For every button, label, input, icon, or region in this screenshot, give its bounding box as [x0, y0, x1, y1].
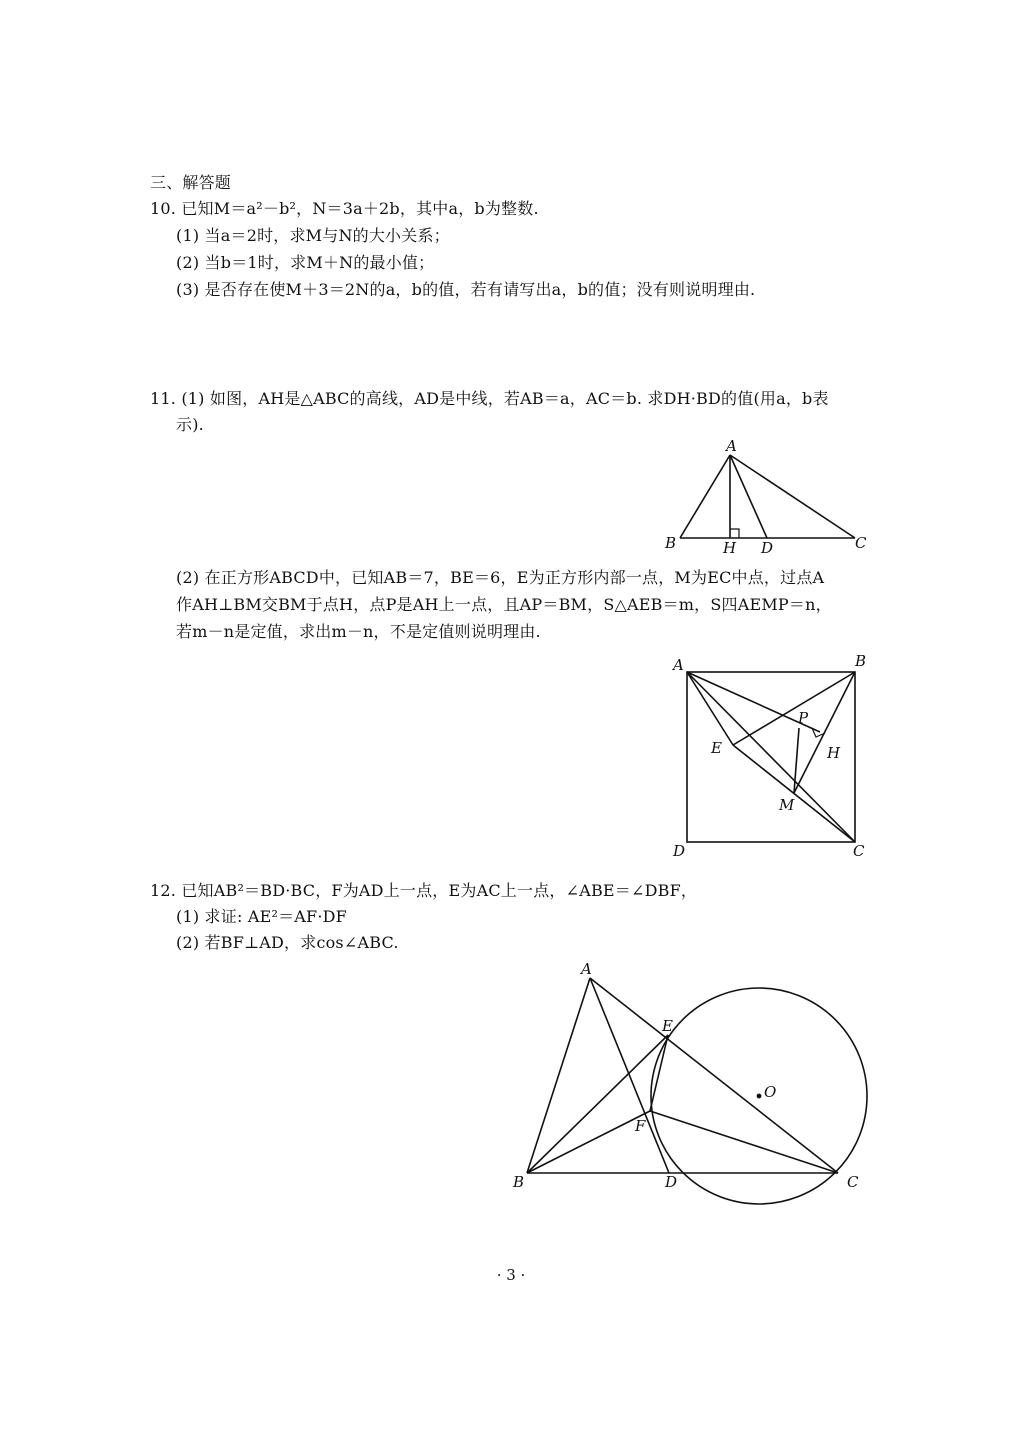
segment-ad	[590, 978, 669, 1173]
q10-part2: (2) 当b＝1时，求M＋N的最小值；	[176, 253, 435, 272]
q12-part1: (1) 求证: AE²＝AF·DF	[176, 907, 347, 926]
figure-triangle-abc	[660, 437, 880, 560]
segment-fc	[650, 1111, 838, 1173]
q11-part1-line2: 示).	[176, 415, 204, 434]
q10-part1: (1) 当a＝2时，求M与N的大小关系；	[176, 226, 450, 245]
label-e: E	[662, 1017, 673, 1035]
q12-stem: 12. 已知AB²＝BD·BC，F为AD上一点，E为AC上一点，∠ABE＝∠DBF，	[150, 881, 698, 900]
segment-bf	[527, 1111, 650, 1173]
q11-part1-line1: 11. (1) 如图，AH是△ABC的高线，AD是中线，若AB＝a，AC＝b. 求DH·BD的值(用a，b表	[150, 389, 829, 408]
label-e: E	[711, 739, 722, 757]
q11-part2-line2: 作AH⊥BM交BM于点H，点P是AH上一点，且AP＝BM，S△AEB＝m，S四AEMP＝n，	[176, 595, 832, 614]
label-b: B	[513, 1173, 525, 1191]
label-b: B	[665, 534, 677, 552]
label-d: D	[665, 1173, 678, 1191]
segment-be	[527, 1035, 668, 1173]
page-number: · 3 ·	[496, 1266, 526, 1284]
label-h: H	[827, 744, 841, 762]
q10-part3: (3) 是否存在使M＋3＝2N的a，b的值，若有请写出a，b的值；没有则说明理由.	[176, 280, 756, 299]
label-p: P	[798, 709, 809, 727]
label-a: A	[726, 437, 737, 455]
q11-part2-line1: (2) 在正方形ABCD中，已知AB＝7，BE＝6，E为正方形内部一点，M为EC中点，过点A	[176, 568, 825, 587]
label-c: C	[855, 534, 867, 552]
label-m: M	[779, 796, 795, 814]
figure-square-abcd	[665, 650, 875, 865]
segment-ab	[680, 455, 730, 538]
right-angle-mark	[730, 529, 739, 538]
label-o: O	[764, 1083, 777, 1101]
label-h: H	[723, 539, 737, 557]
figure-circle-o	[505, 955, 885, 1200]
q10-stem: 10. 已知M＝a²－b²，N＝3a＋2b，其中a，b为整数.	[150, 199, 539, 218]
label-d: D	[673, 842, 686, 860]
label-b: B	[855, 652, 867, 670]
q11-part2-line3: 若m－n是定值，求出m－n，不是定值则说明理由.	[176, 622, 541, 641]
label-f: F	[635, 1117, 646, 1135]
label-d: D	[761, 539, 774, 557]
segment-ab	[527, 978, 590, 1173]
center-point-o	[757, 1094, 762, 1099]
label-a: A	[673, 656, 684, 674]
label-c: C	[853, 842, 865, 860]
label-c: C	[847, 1173, 859, 1191]
section-title: 三、解答题	[150, 173, 232, 192]
q12-part2: (2) 若BF⊥AD，求cos∠ABC.	[176, 933, 399, 952]
label-a: A	[581, 960, 592, 978]
